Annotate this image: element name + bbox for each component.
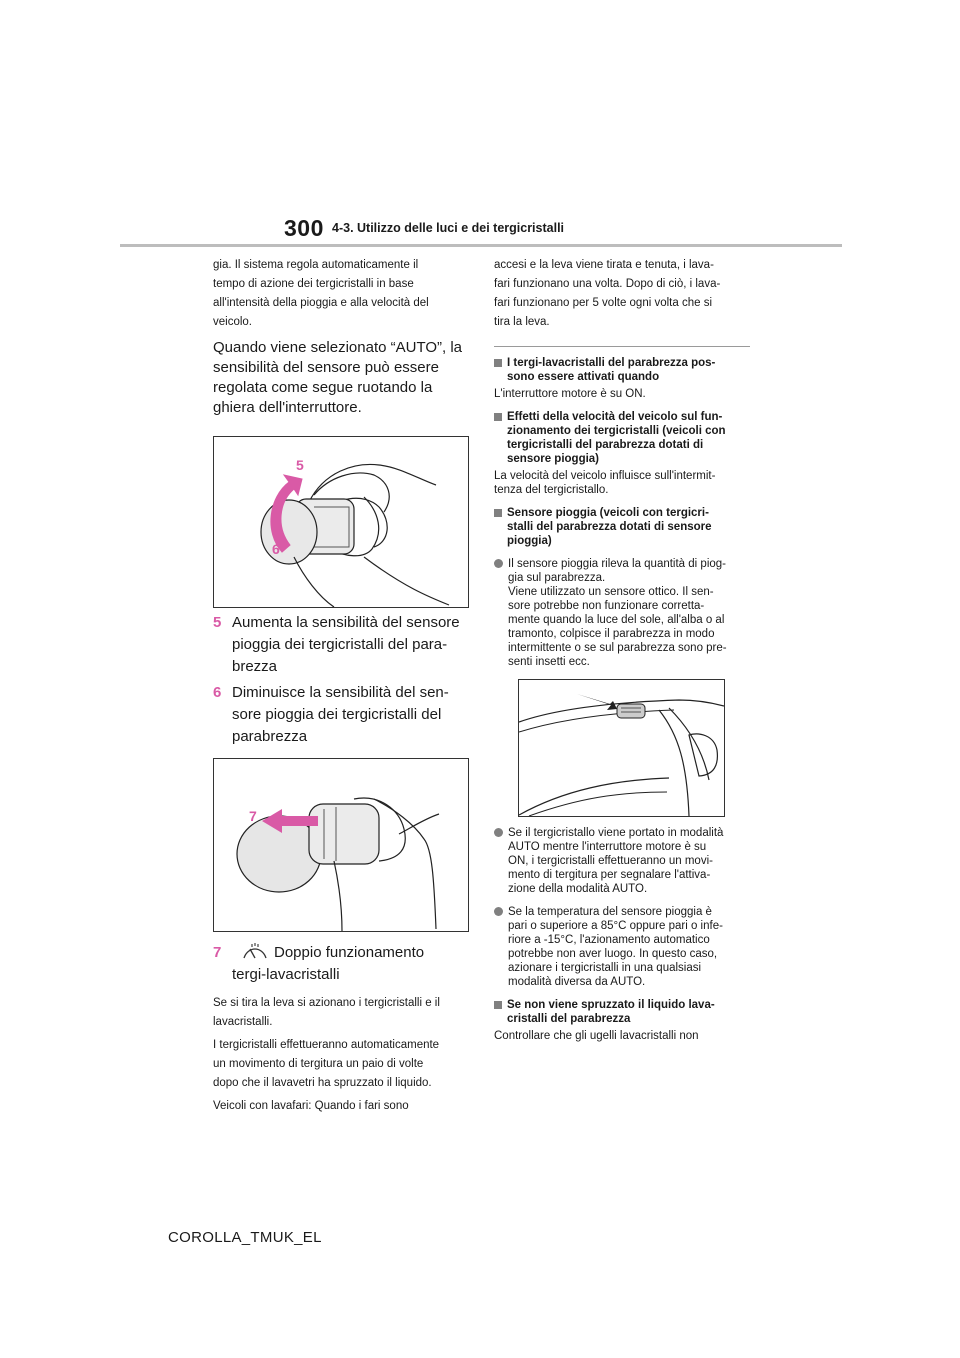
step-5: 5 Aumenta la sensibilità del sensore pioggia dei tergicristalli del para- brezza (213, 612, 469, 678)
body-no-washer-fluid: Controllare che gli ugelli lavacristalli non (494, 1030, 699, 1042)
lead-paragraph: Quando viene selezionato “AUTO”, la sensibilità del sensore può essere regolata come segue ruotando la ghiera dell'interruttore. (213, 339, 463, 416)
bullet-auto-mode: Se il tergicristallo viene portato in modalità AUTO mentre l'interruttore motore è su ON, i tergicristalli effettueranno un movi- mento di tergitura per segnalare l'attiva- zione della modalità AUTO. (494, 826, 750, 896)
figure-windshield-sensor (518, 679, 725, 817)
page-number: 300 (284, 215, 324, 241)
figure-lever-pull (213, 758, 469, 932)
figure1-label-6: 6 (272, 541, 280, 557)
step-number: 7 (213, 944, 222, 961)
bullet-dot-icon (494, 559, 503, 568)
paragraph-headlamp-washer: Veicoli con lavafari: Quando i fari sono (213, 1100, 409, 1112)
left-column (213, 256, 469, 1116)
section-divider (494, 346, 750, 347)
step-number: 5 (213, 614, 222, 631)
square-marker-icon (494, 509, 502, 517)
figure1-label-5: 5 (296, 457, 304, 473)
paragraph-auto-wipe: I tergicristalli effettueranno automaticamente un movimento di tergitura un paio di volte dopo che il lavavetri ha spruzzato il liquido. (213, 1039, 440, 1089)
figure2-label-7: 7 (249, 808, 257, 824)
paragraph-lever-pull: Se si tira la leva si azionano i tergicristalli e il lavacristalli. (213, 997, 440, 1028)
square-marker-icon (494, 413, 502, 421)
square-marker-icon (494, 1001, 502, 1009)
heading-rain-sensor: Sensore pioggia (veicoli con tergicri- stalli del parabrezza dotati di sensore pioggia) (494, 506, 750, 548)
step-6: 6 Diminuisce la sensibilità del sen- sore pioggia dei tergicristalli del parabrezza (213, 682, 469, 748)
footer-doc-code: COROLLA_TMUK_EL (168, 1229, 322, 1246)
bullet-dot-icon (494, 907, 503, 916)
section-title: 4-3. Utilizzo delle luci e dei tergicristalli (332, 221, 565, 235)
heading-speed-effect: Effetti della velocità del veicolo sul fun- zionamento dei tergicristalli (veicoli con tergicristalli del parabrezza dotati di sensore pioggia) (494, 410, 750, 466)
bullet-temperature: Se la temperatura del sensore pioggia è pari o superiore a 85°C oppure pari o infe- riore a -15°C, l'azionamento automatico potrebbe non aver luogo. In questo caso, azionare i tergicristalli in una qualsiasi modalità diversa da AUTO. (494, 905, 750, 989)
heading-activation: I tergi-lavacristalli del parabrezza pos- sono essere attivati quando (494, 356, 750, 384)
bullet-dot-icon (494, 828, 503, 837)
bullet-rain-sensor: Il sensore pioggia rileva la quantità di piog- gia sul parabrezza. Viene utilizzato un sensore ottico. Il sen- sore potrebbe non funzionare corretta- mente quando la luce del sole, all'alba o al tramonto, colpisce il parabrezza in modo intermittente o se sul parabrezza sono pre- senti insetti ecc. (494, 557, 750, 669)
wiper-washer-icon (242, 942, 268, 960)
step-7: 7 Doppio funzionamento tergi-lavacristalli (213, 942, 469, 986)
right-column (494, 256, 750, 1043)
continued-paragraph: accesi e la leva viene tirata e tenuta, i lava- fari funzionano una volta. Dopo di ciò, i lava- fari funzionano per 5 volte ogni volta che si tira la leva. (494, 259, 721, 328)
step-number: 6 (213, 684, 222, 701)
square-marker-icon (494, 359, 502, 367)
header-rule (120, 244, 842, 247)
body-activation: L'interruttore motore è su ON. (494, 388, 646, 400)
intro-paragraph: gia. Il sistema regola automaticamente il tempo di azione dei tergicristalli in base all'intensità della pioggia e alla velocità del veicolo. (213, 259, 429, 328)
body-speed-effect: La velocità del veicolo influisce sull'intermit- tenza del tergicristallo. (494, 470, 716, 496)
figure-knob-rotation (213, 436, 469, 608)
heading-no-washer-fluid: Se non viene spruzzato il liquido lava- cristalli del parabrezza (494, 998, 750, 1026)
